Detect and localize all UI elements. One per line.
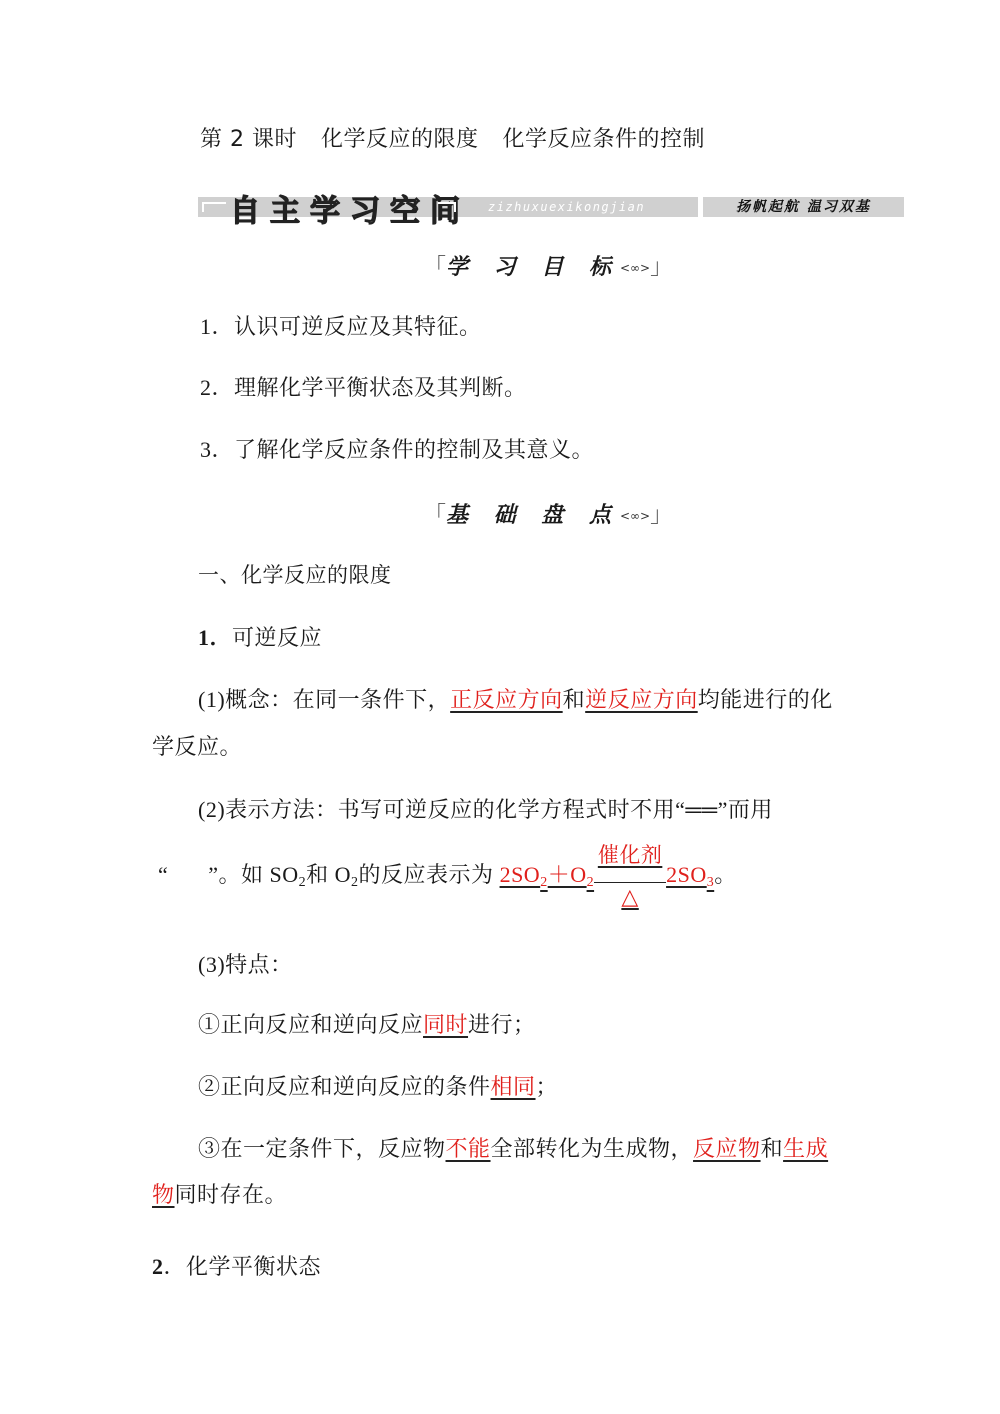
objective-item: 1．认识可逆反应及其特征。 [200, 314, 482, 340]
answer-blank: 不能 [445, 1136, 491, 1161]
lesson-title [200, 122, 705, 153]
features-label: (3)特点： [198, 952, 293, 977]
concept-paragraph-cont: 学反应。 [152, 734, 243, 759]
corner-bracket-left-icon: 「 [424, 255, 447, 280]
corner-bracket-right-icon: 」 [650, 503, 673, 528]
answer-blank: 物 [152, 1182, 175, 1207]
notation-paragraph: (2)表示方法：书写可逆反应的化学方程式时不用“══”而用 [198, 797, 773, 822]
catalyst-label: 催化剂 [597, 843, 663, 867]
feature-item-cont: 物同时存在。 [152, 1182, 288, 1207]
answer-blank: 逆反应方向 [585, 687, 698, 712]
feature-item: ③在一定条件下，反应物不能全部转化为生成物，反应物和生成 [198, 1136, 829, 1161]
subsection-title: 1．可逆反应 [198, 625, 323, 651]
heat-triangle-icon: △ [621, 884, 639, 909]
objectives-heading-text: 学 习 目 标 [446, 255, 620, 280]
ornament-icon: <∞> [620, 261, 651, 275]
answer-blank: 生成 [783, 1136, 829, 1161]
basics-heading [424, 498, 672, 529]
subsection-title: 2．化学平衡状态 [152, 1254, 322, 1280]
chemical-equation: $2SO_2+O_2$ 催化剂 △ $2SO_3$ [500, 860, 715, 890]
answer-blank: 反应物 [693, 1136, 761, 1161]
banner-hook-decoration [202, 202, 226, 212]
answer-blank: 同时 [423, 1012, 469, 1037]
banner-right-bar [703, 197, 904, 217]
feature-item: ②正向反应和逆向反应的条件相同； [198, 1074, 559, 1099]
answer-blank: 正反应方向 [450, 687, 563, 712]
answer-blank: 相同 [490, 1074, 536, 1099]
feature-item: ①正向反应和逆向反应同时进行； [198, 1012, 536, 1037]
corner-bracket-left-icon: 「 [424, 503, 447, 528]
banner-motto: 扬帆起航 温习双基 [736, 199, 871, 215]
notation-paragraph-cont: “ ”。如 $SO_2$和 $O_2$的反应表示为 $2SO_2+O_2$ 催化剂 △ $2SO_3$。 [158, 860, 737, 890]
lesson-title-part2: 化学反应条件的控制 [502, 127, 706, 152]
concept-paragraph: (1)概念：在同一条件下，正反应方向和逆反应方向均能进行的化 [198, 687, 833, 712]
corner-bracket-right-icon: 」 [650, 255, 673, 280]
lesson-number: 第 2 课时 [200, 127, 297, 152]
basics-heading-text: 基 础 盘 点 [446, 503, 620, 528]
banner-hook-decoration-2 [438, 202, 456, 212]
section-title: 一、化学反应的限度 [198, 563, 392, 587]
ornament-icon: <∞> [620, 509, 651, 523]
lesson-title-part1: 化学反应的限度 [320, 127, 479, 152]
reaction-arrow [594, 843, 666, 909]
banner-title: 自主学习空间 [230, 194, 470, 229]
objective-item: 2．理解化学平衡状态及其判断。 [200, 375, 527, 401]
section-banner [198, 188, 904, 229]
objectives-heading [424, 250, 672, 281]
banner-pinyin: zizhuxuexikongjian [488, 200, 646, 214]
objective-item: 3．了解化学反应条件的控制及其意义。 [200, 437, 595, 463]
